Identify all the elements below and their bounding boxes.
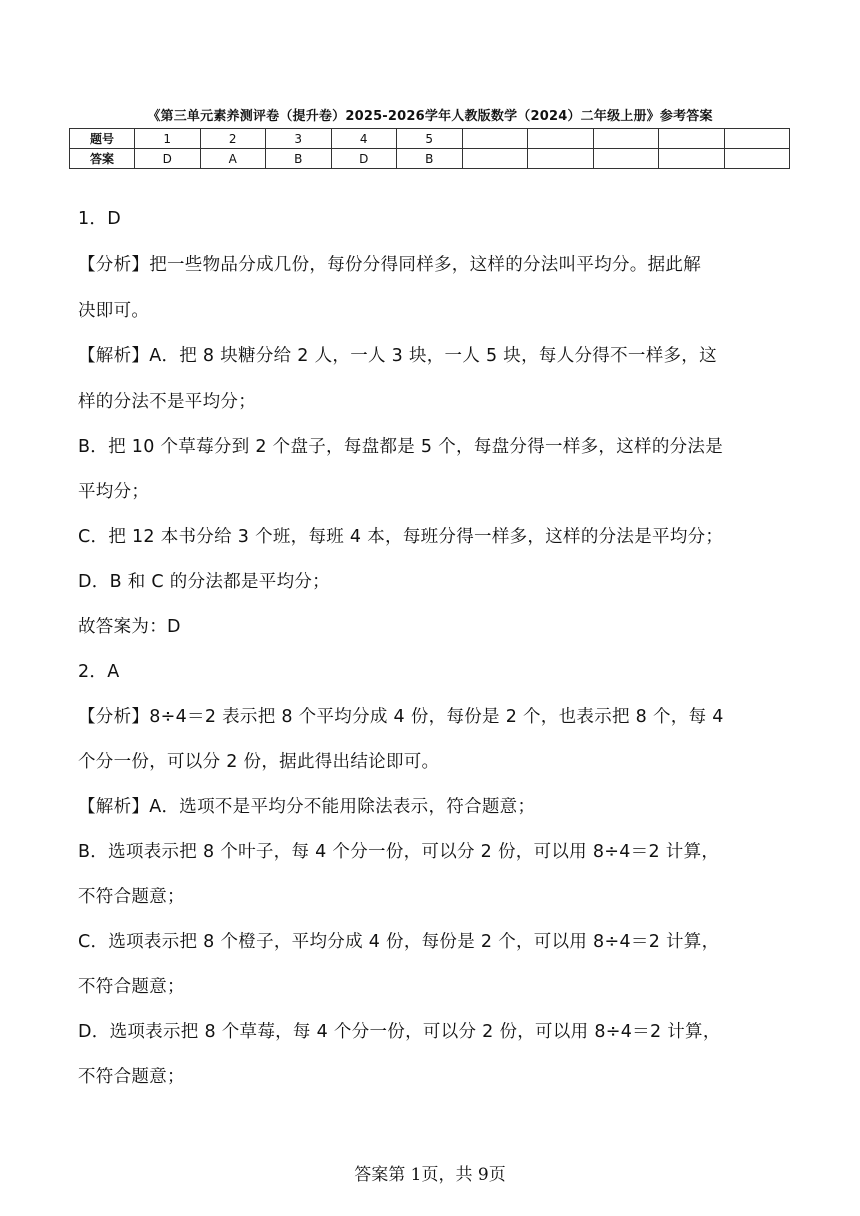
solution-paragraph: 不符合题意； xyxy=(78,977,185,997)
question-number-cell xyxy=(659,129,725,149)
row-header-question-number: 题号 xyxy=(70,129,135,149)
answer-cell xyxy=(528,149,594,169)
question-number-cell xyxy=(593,129,659,149)
solution-paragraph: 不符合题意； xyxy=(78,887,185,907)
answer-heading-2: 2．A xyxy=(78,662,120,682)
question-number-cell: 2 xyxy=(200,129,266,149)
question-number-cell xyxy=(462,129,528,149)
answer-cell: B xyxy=(397,149,463,169)
solution-paragraph: 样的分法不是平均分； xyxy=(78,392,256,412)
answer-table xyxy=(69,128,790,169)
solution-paragraph: 不符合题意； xyxy=(78,1067,185,1087)
question-number-cell xyxy=(528,129,594,149)
answer-cell xyxy=(593,149,659,169)
answer-cell: D xyxy=(331,149,397,169)
solution-paragraph: C．选项表示把 8 个橙子，平均分成 4 份，每份是 2 个，可以用 8÷4＝2 计算， xyxy=(78,932,720,952)
answer-cell: D xyxy=(135,149,201,169)
solution-paragraph: B．选项表示把 8 个叶子，每 4 个分一份，可以分 2 份，可以用 8÷4＝2 计算， xyxy=(78,842,720,862)
document-title: 《第三单元素养测评卷（提升卷）2025-2026学年人教版数学（2024）二年级上册》参考答案 xyxy=(147,109,713,124)
solution-paragraph: B．把 10 个草莓分到 2 个盘子，每盘都是 5 个，每盘分得一样多，这样的分法是 xyxy=(78,437,724,457)
solution-paragraph: 【解析】A．把 8 块糖分给 2 人，一人 3 块，一人 5 块，每人分得不一样多，这 xyxy=(78,346,717,366)
answer-cell xyxy=(659,149,725,169)
answer-cell: A xyxy=(200,149,266,169)
question-number-cell: 3 xyxy=(266,129,332,149)
analysis-paragraph: 个分一份，可以分 2 份，据此得出结论即可。 xyxy=(78,752,440,772)
solution-paragraph: 平均分； xyxy=(78,482,150,502)
question-number-cell: 5 xyxy=(397,129,463,149)
question-number-row xyxy=(70,129,790,149)
solution-paragraph: D．选项表示把 8 个草莓，每 4 个分一份，可以分 2 份，可以用 8÷4＝2 计算， xyxy=(78,1022,721,1042)
answer-cell xyxy=(462,149,528,169)
question-number-cell: 4 xyxy=(331,129,397,149)
question-number-cell: 1 xyxy=(135,129,201,149)
answer-cell: B xyxy=(266,149,332,169)
solution-paragraph: 【解析】A．选项不是平均分不能用除法表示，符合题意； xyxy=(78,797,536,817)
conclusion-line: 故答案为：D xyxy=(78,617,181,637)
answer-cell xyxy=(724,149,790,169)
solution-paragraph: D．B 和 C 的分法都是平均分； xyxy=(78,572,330,592)
analysis-paragraph: 决即可。 xyxy=(78,301,150,321)
page-footer: 答案第 1页，共 9页 xyxy=(354,1165,506,1185)
analysis-paragraph: 【分析】把一些物品分成几份，每份分得同样多，这样的分法叫平均分。据此解 xyxy=(78,255,701,275)
answer-heading-1: 1．D xyxy=(78,209,122,229)
solution-paragraph: C．把 12 本书分给 3 个班，每班 4 本，每班分得一样多，这样的分法是平均分； xyxy=(78,527,724,547)
analysis-paragraph: 【分析】8÷4＝2 表示把 8 个平均分成 4 份，每份是 2 个，也表示把 8 个，每 4 xyxy=(78,707,724,727)
answer-row xyxy=(70,149,790,169)
question-number-cell xyxy=(724,129,790,149)
row-header-answer: 答案 xyxy=(70,149,135,169)
